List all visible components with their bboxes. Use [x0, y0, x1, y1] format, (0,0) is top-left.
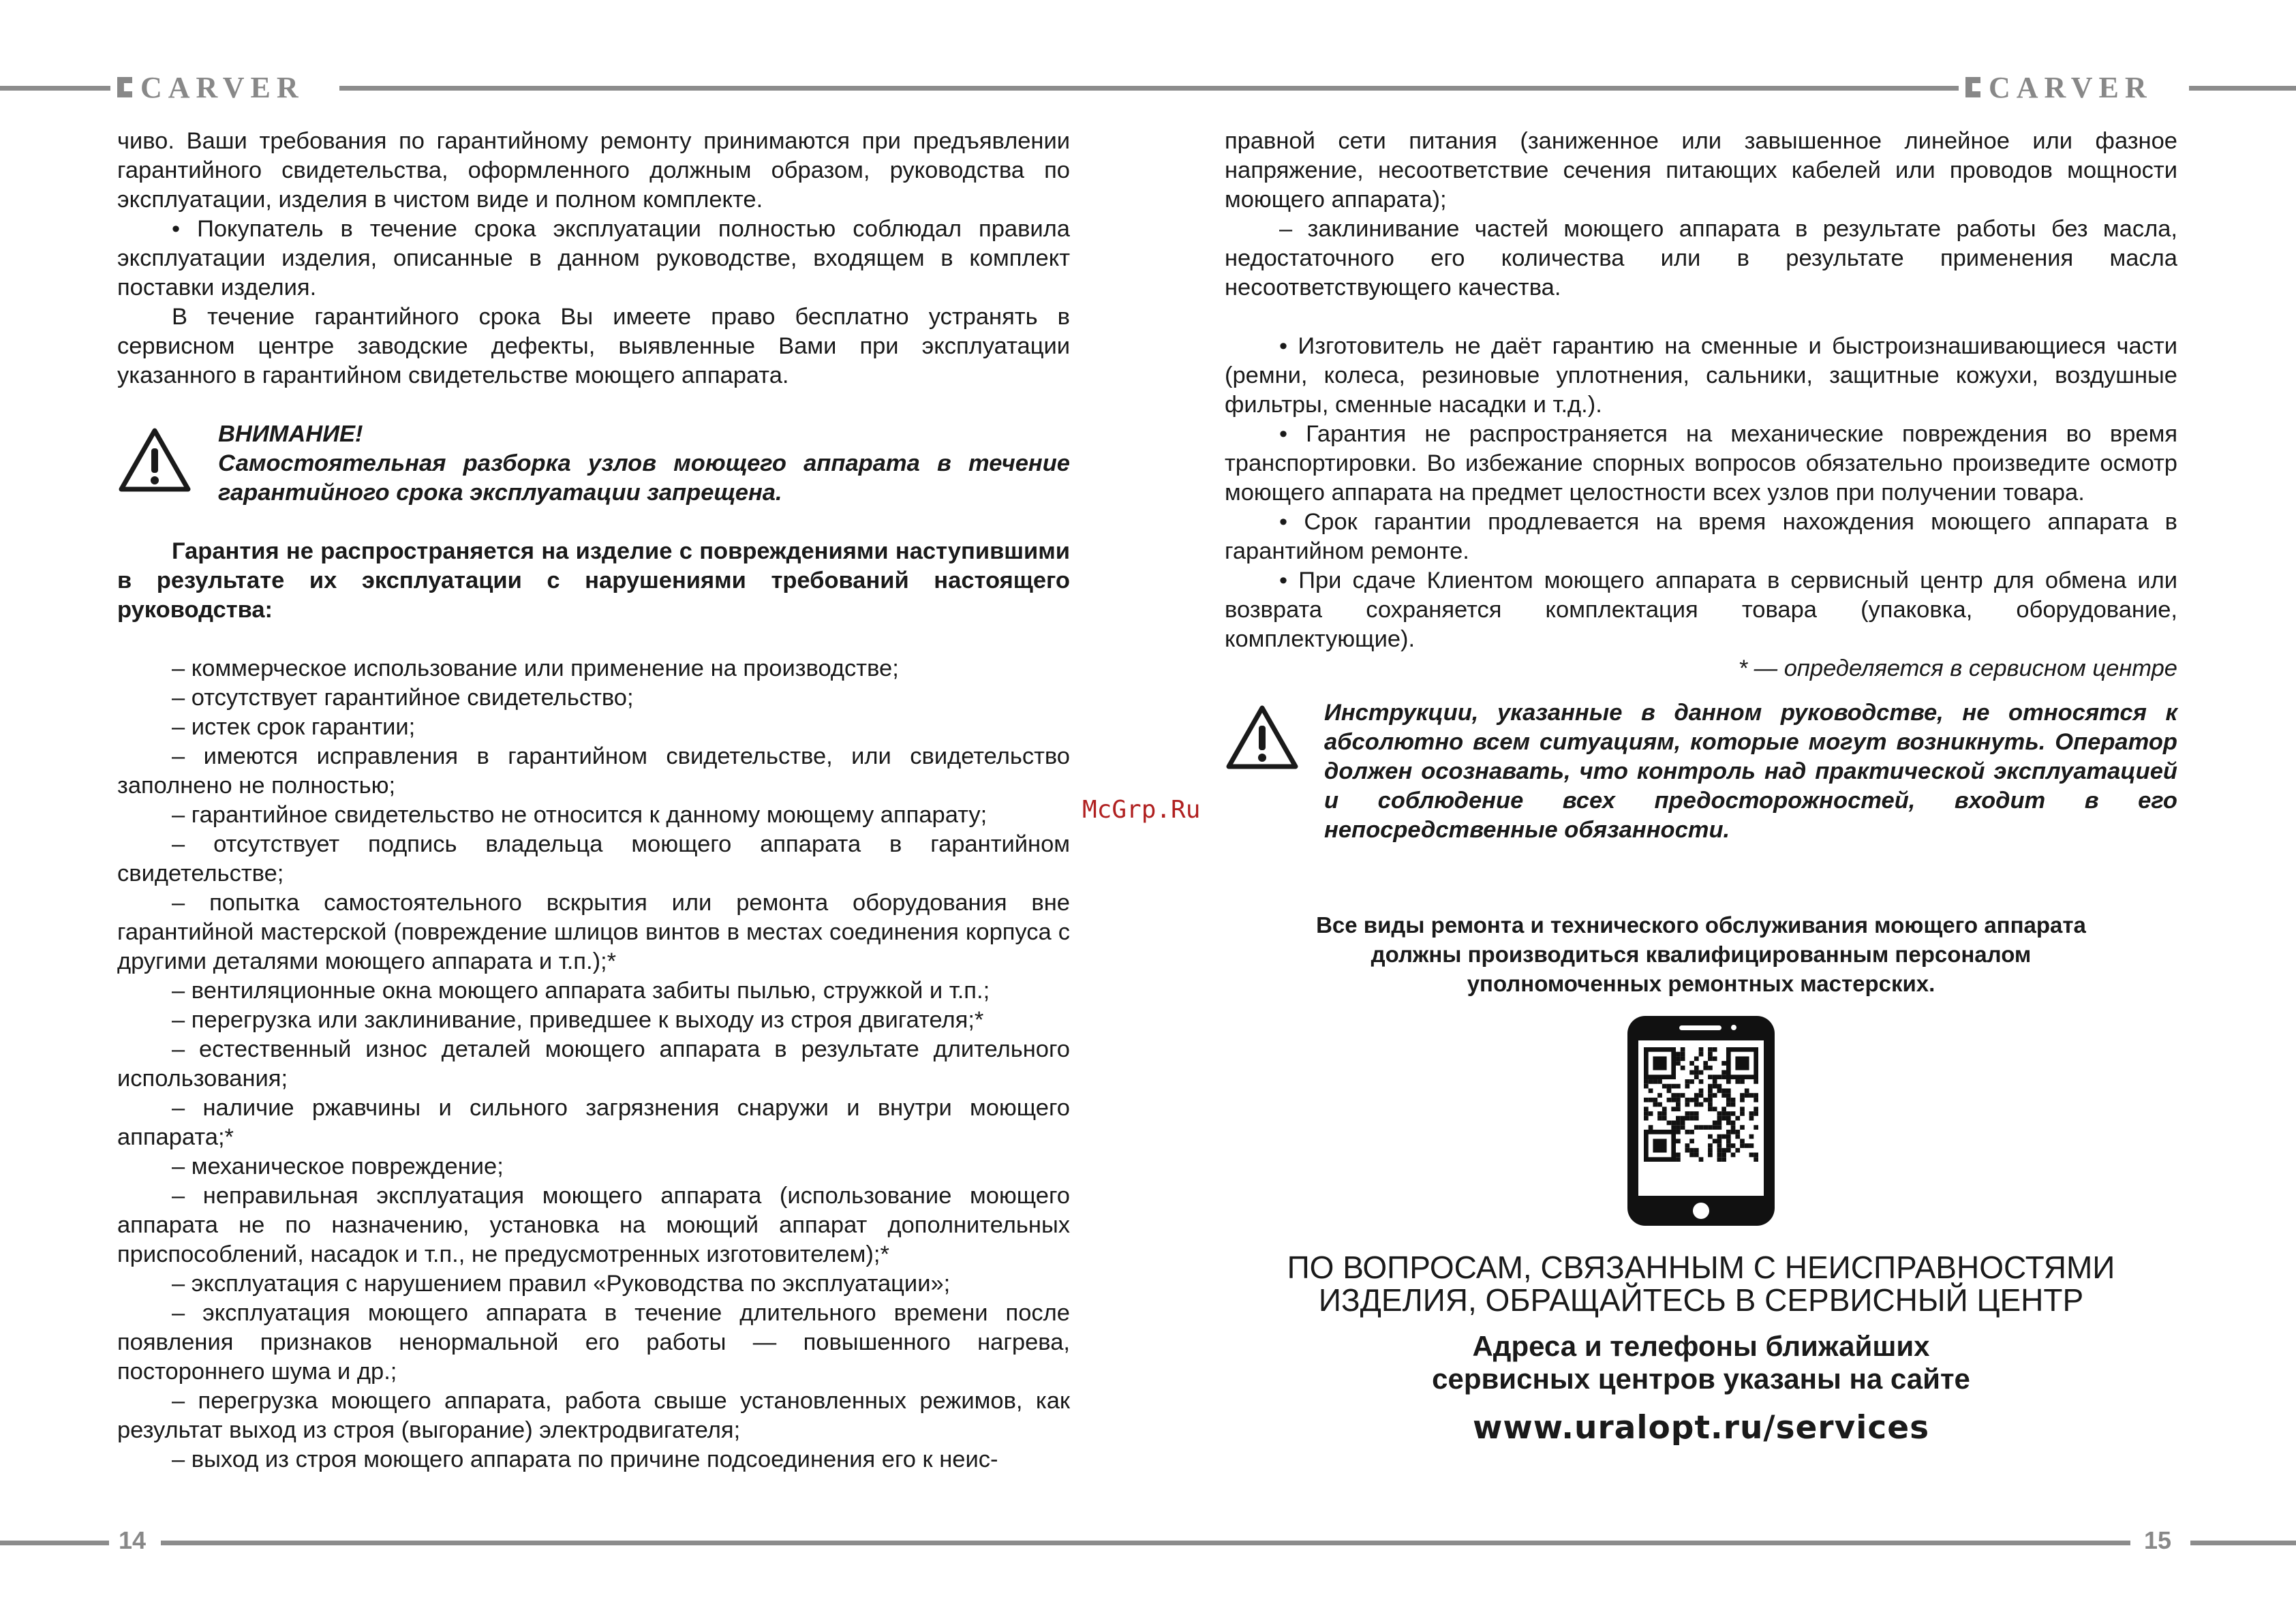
right-page-column — [1225, 127, 2177, 1447]
list-item: – механическое повреждение; — [172, 1154, 504, 1179]
footer-rule-center — [161, 1541, 2130, 1545]
list-item: – эксплуатация моющего аппарата в течение длительного времени после появления признаков ненормальной его работы — повышенного нагрева, постороннего шума и др.; — [117, 1300, 1070, 1385]
contact-heading-line: ИЗДЕЛИЯ, ОБРАЩАЙТЕСЬ В СЕРВИСНЫЙ ЦЕНТР — [1318, 1282, 2084, 1318]
list-item: – имеются исправления в гарантийном свидетельстве, или свидетельство заполнено не полностью; — [117, 743, 1070, 799]
watermark: McGrp.Ru — [1082, 796, 1201, 824]
service-url-link[interactable]: www.uralopt.ru/services — [1472, 1409, 1930, 1447]
address-line: сервисных центров указаны на сайте — [1432, 1363, 1970, 1395]
brand-name: CARVER — [140, 70, 305, 104]
paragraph: • Изготовитель не даёт гарантию на сменные и быстроизнашивающиеся части (ремни, колеса, резиновые уплотнения, сальники, защитные кожухи, воздушные фильтры, сменные насадки и т.д.). — [1225, 333, 2177, 418]
warning-block — [1225, 698, 2177, 845]
list-item: – неправильная эксплуатация моющего аппарата (использование моющего аппарата не по назначению, установка на моющий аппарат дополнительных приспособлений, насадок и т.п., не предусмотренных изготовителем);* — [117, 1183, 1070, 1267]
warning-text: Инструкции, указанные в данном руководстве, не относятся к абсолютно всем ситуациям, которые могут возникнуть. Оператор должен осознавать, что контроль над практической эксплуатацией и соблюдение всех предосторожностей, входит в его непосредственные обязанности. — [1324, 700, 2177, 843]
list-item: – истек срок гарантии; — [172, 714, 416, 740]
footnote: * — определяется в сервисном центре — [1738, 655, 2177, 681]
carver-mark-icon — [1965, 77, 1980, 97]
page-number-right: 15 — [2144, 1526, 2172, 1554]
exclusions-heading: Гарантия не распространяется на изделие с повреждениями наступившими в результате их эксплуатации с нарушениями требований настоящего руководства: — [117, 538, 1070, 623]
carver-mark-icon — [117, 77, 132, 97]
list-item: – отсутствует подпись владельца моющего аппарата в гарантийном свидетельстве; — [117, 831, 1070, 886]
service-note-line: должны производиться квалифицированным персоналом — [1371, 942, 2032, 967]
brand-logo-right — [1965, 72, 2153, 102]
paragraph: • Гарантия не распространяется на механические повреждения во время транспортировки. Во избежание спорных вопросов обязательно произведите осмотр моющего аппарата на предмет целостности всех узлов при получении товара. — [1225, 421, 2177, 506]
footer-rule-left — [0, 1541, 109, 1545]
footer-rule-right — [2190, 1541, 2296, 1545]
brand-name: CARVER — [1989, 70, 2153, 104]
left-page-column — [117, 127, 1070, 1474]
page-number-left: 14 — [119, 1526, 147, 1554]
paragraph: • При сдаче Клиентом моющего аппарата в сервисный центр для обмена или возврата сохраняется комплектация товара (упаковка, оборудование, комплектующие). — [1225, 568, 2177, 652]
list-item: – перегрузка или заклинивание, приведшее к выходу из строя двигателя;* — [172, 1007, 984, 1033]
warning-text: Самостоятельная разборка узлов моющего аппарата в течение гарантийного срока эксплуатации запрещена. — [218, 450, 1070, 506]
contact-heading-line: ПО ВОПРОСАМ, СВЯЗАННЫМ С НЕИСПРАВНОСТЯМИ — [1287, 1250, 2115, 1285]
paragraph: – заклинивание частей моющего аппарата в результате работы без масла, недостаточного его количества или в результате применения масла несоответствующего качества. — [1225, 216, 2177, 300]
paragraph: • Срок гарантии продлевается на время нахождения моющего аппарата в гарантийном ремонте. — [1225, 509, 2177, 564]
list-item: – вентиляционные окна моющего аппарата забиты пылью, стружкой и т.п.; — [172, 978, 990, 1004]
list-item: – эксплуатация с нарушением правил «Руководства по эксплуатации»; — [172, 1271, 951, 1297]
paragraph: чиво. Ваши требования по гарантийному ремонту принимаются при предъявлении гарантийного свидетельства, оформленного должным образом, руководства по эксплуатации, изделия в чистом виде и полном комплекте. — [117, 128, 1070, 213]
address-line: Адреса и телефоны ближайших — [1472, 1330, 1930, 1362]
warning-title: ВНИМАНИЕ! — [218, 421, 363, 447]
list-item: – попытка самостоятельного вскрытия или ремонта оборудования вне гарантийной мастерской (повреждение шлицов винтов в местах соединения корпуса с другими деталями моющего аппарата и т.п.);* — [117, 890, 1070, 974]
list-item: – перегрузка моющего аппарата, работа свыше установленных режимов, как результат выход из строя (выгорание) электродвигателя; — [117, 1388, 1070, 1443]
list-item: – гарантийное свидетельство не относится к данному моющему аппарату; — [172, 802, 988, 828]
warning-block — [117, 420, 1070, 508]
warning-triangle-icon — [1225, 704, 1300, 772]
warning-triangle-icon — [117, 427, 192, 495]
header-rule-right — [2189, 86, 2296, 91]
service-note-line: уполномоченных ремонтных мастерских. — [1467, 971, 1935, 996]
header-rule-center — [339, 86, 1959, 91]
smartphone-qr-icon — [1625, 1013, 1777, 1228]
list-item: – коммерческое использование или применение на производстве; — [172, 655, 899, 681]
paragraph: правной сети питания (заниженное или завышенное линейное или фазное напряжение, несоответствие сечения питающих кабелей или проводов мощности моющего аппарата); — [1225, 128, 2177, 213]
service-note-line: Все виды ремонта и технического обслуживания моющего аппарата — [1316, 912, 2086, 938]
phone-qr-graphic — [1225, 1013, 2177, 1236]
brand-logo-left — [117, 72, 305, 102]
paragraph: В течение гарантийного срока Вы имеете право бесплатно устранять в сервисном центре заводские дефекты, выявленные Вами при эксплуатации указанного в гарантийном свидетельстве моющего аппарата. — [117, 304, 1070, 388]
list-item: – отсутствует гарантийное свидетельство; — [172, 685, 634, 711]
paragraph: • Покупатель в течение срока эксплуатации полностью соблюдал правила эксплуатации изделия, описанные в данном руководстве, входящем в комплект поставки изделия. — [117, 216, 1070, 300]
list-item: – наличие ржавчины и сильного загрязнения снаружи и внутри моющего аппарата;* — [117, 1095, 1070, 1150]
header-rule-left — [0, 86, 110, 91]
list-item: – естественный износ деталей моющего аппарата в результате длительного использования; — [117, 1036, 1070, 1092]
list-item: – выход из строя моющего аппарата по причине подсоединения его к неис- — [172, 1447, 998, 1472]
